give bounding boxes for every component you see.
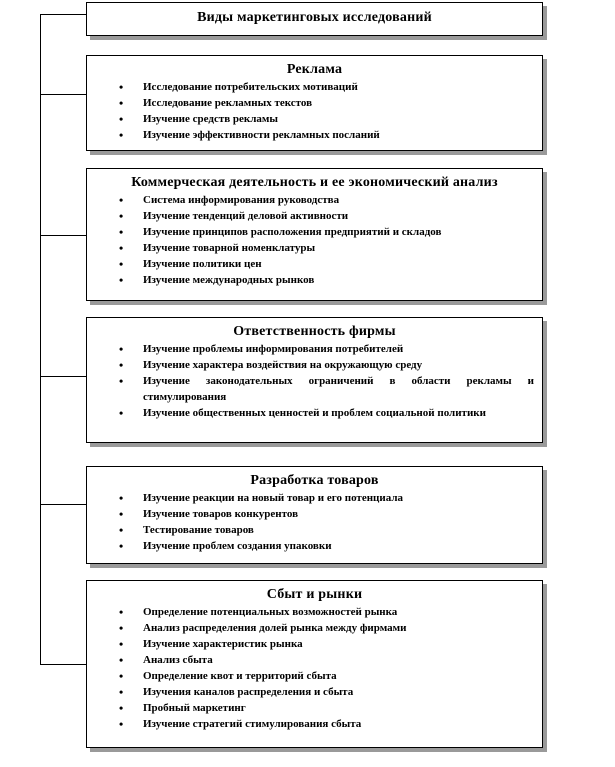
list-item: • Изучение проблемы информирования потребителей xyxy=(87,341,534,357)
list-item: • Изучение эффективности рекламных посланий xyxy=(87,127,534,143)
list-item: • Анализ распределения долей рынка между фирмами xyxy=(87,620,534,636)
list-item: • Изучение средств рекламы xyxy=(87,111,534,127)
list-item: • Исследование потребительских мотиваций xyxy=(87,79,534,95)
section-item-list xyxy=(87,341,542,421)
section-item-list xyxy=(87,604,542,732)
list-item: • Изучение политики цен xyxy=(87,256,534,272)
connector-line-sales xyxy=(40,664,86,665)
connector-line-advertising xyxy=(40,94,86,95)
diagram-title: Виды маркетинговых исследований xyxy=(197,10,432,25)
list-item: • Изучение тенденций деловой активности xyxy=(87,208,534,224)
section-title: Реклама xyxy=(286,62,343,77)
list-item: • Тестирование товаров xyxy=(87,522,534,538)
list-item: • Изучение проблем создания упаковки xyxy=(87,538,534,554)
section-box-sales-and-markets xyxy=(86,580,543,748)
connector-line-products xyxy=(40,504,86,505)
list-item: • Изучение принципов расположения предприятий и складов xyxy=(87,224,534,240)
list-item: • Анализ сбыта xyxy=(87,652,534,668)
list-item: • Исследование рекламных текстов xyxy=(87,95,534,111)
section-title: Ответственность фирмы xyxy=(233,324,396,339)
connector-vertical-line xyxy=(40,14,41,664)
list-item: • Изучение товарной номенклатуры xyxy=(87,240,534,256)
section-box-advertising xyxy=(86,55,543,151)
connector-line-commerce xyxy=(40,235,86,236)
list-item: • Изучение реакции на новый товар и его потенциала xyxy=(87,490,534,506)
list-item: • Изучение товаров конкурентов xyxy=(87,506,534,522)
section-box-commerce xyxy=(86,168,543,301)
section-item-list xyxy=(87,79,542,143)
list-item: • Пробный маркетинг xyxy=(87,700,534,716)
section-item-list xyxy=(87,192,542,288)
list-item: • Изучение международных рынков xyxy=(87,272,534,288)
list-item: • Определение потенциальных возможностей рынка xyxy=(87,604,534,620)
list-item: • Система информирования руководства xyxy=(87,192,534,208)
section-title: Коммерческая деятельность и ее экономический анализ xyxy=(131,175,498,190)
section-item-list xyxy=(87,490,542,554)
section-box-product-development xyxy=(86,466,543,564)
list-item: • Изучения каналов распределения и сбыта xyxy=(87,684,534,700)
connector-line-header xyxy=(40,14,86,15)
list-item: • Изучение законодательных ограничений в области рекламы и стимулирования xyxy=(87,373,534,405)
list-item: • Изучение общественных ценностей и проблем социальной политики xyxy=(87,405,534,421)
section-title: Сбыт и рынки xyxy=(266,587,363,602)
list-item: • Изучение характеристик рынка xyxy=(87,636,534,652)
diagram-header-box xyxy=(86,2,543,36)
section-box-responsibility xyxy=(86,317,543,443)
list-item: • Определение квот и территорий сбыта xyxy=(87,668,534,684)
list-item: • Изучение стратегий стимулирования сбыта xyxy=(87,716,534,732)
connector-line-responsibility xyxy=(40,376,86,377)
section-title: Разработка товаров xyxy=(250,473,379,488)
list-item: • Изучение характера воздействия на окружающую среду xyxy=(87,357,534,373)
